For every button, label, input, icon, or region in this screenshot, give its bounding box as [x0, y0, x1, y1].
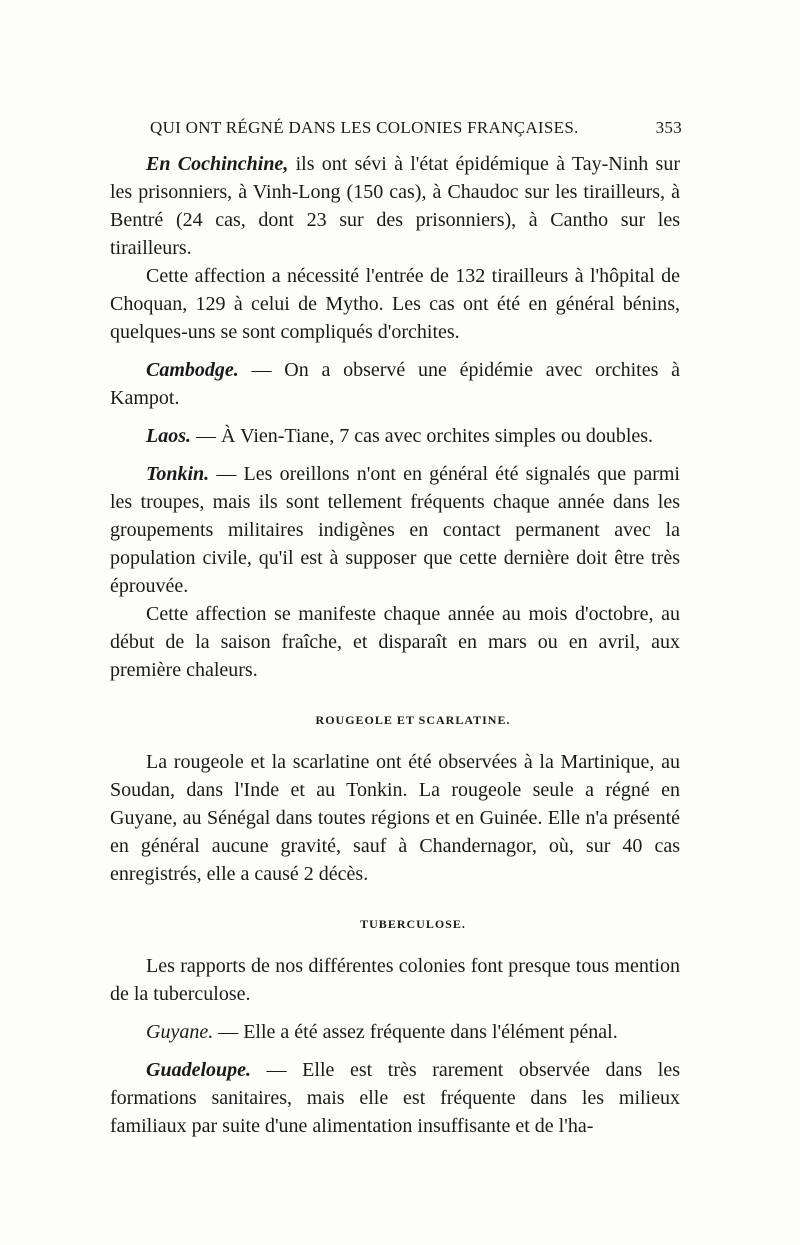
text-tuberculose: Les rapports de nos différentes colonies font presque tous mention de la tuberculose. [110, 955, 680, 1005]
text-choquan: Cette affection a nécessité l'entrée de 132 tirailleurs à l'hôpital de Choquan, 129 à celui de Mytho. Les cas ont été en général bénins, quelques-uns se sont compliqués d'orchites. [110, 265, 680, 343]
paragraph-guadeloupe [110, 1056, 680, 1140]
lead-laos: Laos. [146, 425, 191, 447]
paragraph-cochinchine [110, 150, 680, 262]
lead-tonkin: Tonkin. [146, 463, 210, 485]
section-heading-rougeole: ROUGEOLE ET SCARLATINE. [315, 713, 511, 727]
lead-cochinchine: En Cochinchine, [146, 153, 289, 175]
text-octobre: Cette affection se manifeste chaque année au mois d'octobre, au début de la saison fraîche, et disparaît en mars ou en avril, aux première chaleurs. [110, 603, 680, 681]
text-cambodge: — On a observé une épidémie avec orchites à Kampot. [110, 359, 680, 409]
page-number: 353 [655, 118, 682, 137]
paragraph-tuberculose [110, 952, 680, 1008]
text-laos: — À Vien-Tiane, 7 cas avec orchites simples ou doubles. [191, 425, 654, 447]
section-heading-tuberculose: TUBERCULOSE. [360, 917, 466, 931]
lead-guyane: Guyane. [146, 1021, 214, 1043]
paragraph-tonkin [110, 460, 680, 600]
paragraph-rougeole [110, 748, 680, 888]
paragraph-guyane [110, 1018, 680, 1046]
paragraph-cambodge [110, 356, 680, 412]
page-header [150, 118, 682, 146]
paragraph-laos [110, 422, 680, 450]
text-guadeloupe: — Elle est très rarement observée dans les formations sanitaires, mais elle est fréquente dans les milieux familiaux par suite d'une alimentation insuffisante et de l'ha- [110, 1059, 680, 1137]
running-title: QUI ONT RÉGNÉ DANS LES COLONIES FRANÇAISES. [150, 118, 579, 137]
text-rougeole: La rougeole et la scarlatine ont été observées à la Martinique, au Soudan, dans l'Inde et au Tonkin. La rougeole seule a régné en Guyane, au Sénégal dans toutes régions et en Guinée. Elle n'a présenté en général aucune gravité, sauf à Chandernagor, où, sur 40 cas enregistrés, elle a causé 2 décès. [110, 751, 680, 885]
text-guyane: — Elle a été assez fréquente dans l'élément pénal. [213, 1021, 618, 1043]
text-tonkin: — Les oreillons n'ont en général été signalés que parmi les troupes, mais ils sont tellement fréquents chaque année dans les groupements militaires indigènes en contact permanent avec la population civile, qu'il est à supposer que cette dernière doit être très éprouvée. [110, 463, 680, 597]
lead-cambodge: Cambodge. [146, 359, 239, 381]
lead-guadeloupe: Guadeloupe. [146, 1059, 251, 1081]
text-cochinchine: ils ont sévi à l'état épidémique à Tay-Ninh sur les prisonniers, à Vinh-Long (150 cas), à Chaudoc sur les tirailleurs, à Bentré (24 cas, dont 23 sur des prisonniers), à Cantho sur les tirailleurs. [110, 153, 680, 259]
paragraph-choquan [110, 262, 680, 346]
paragraph-octobre [110, 600, 680, 684]
page-body [110, 150, 680, 1140]
